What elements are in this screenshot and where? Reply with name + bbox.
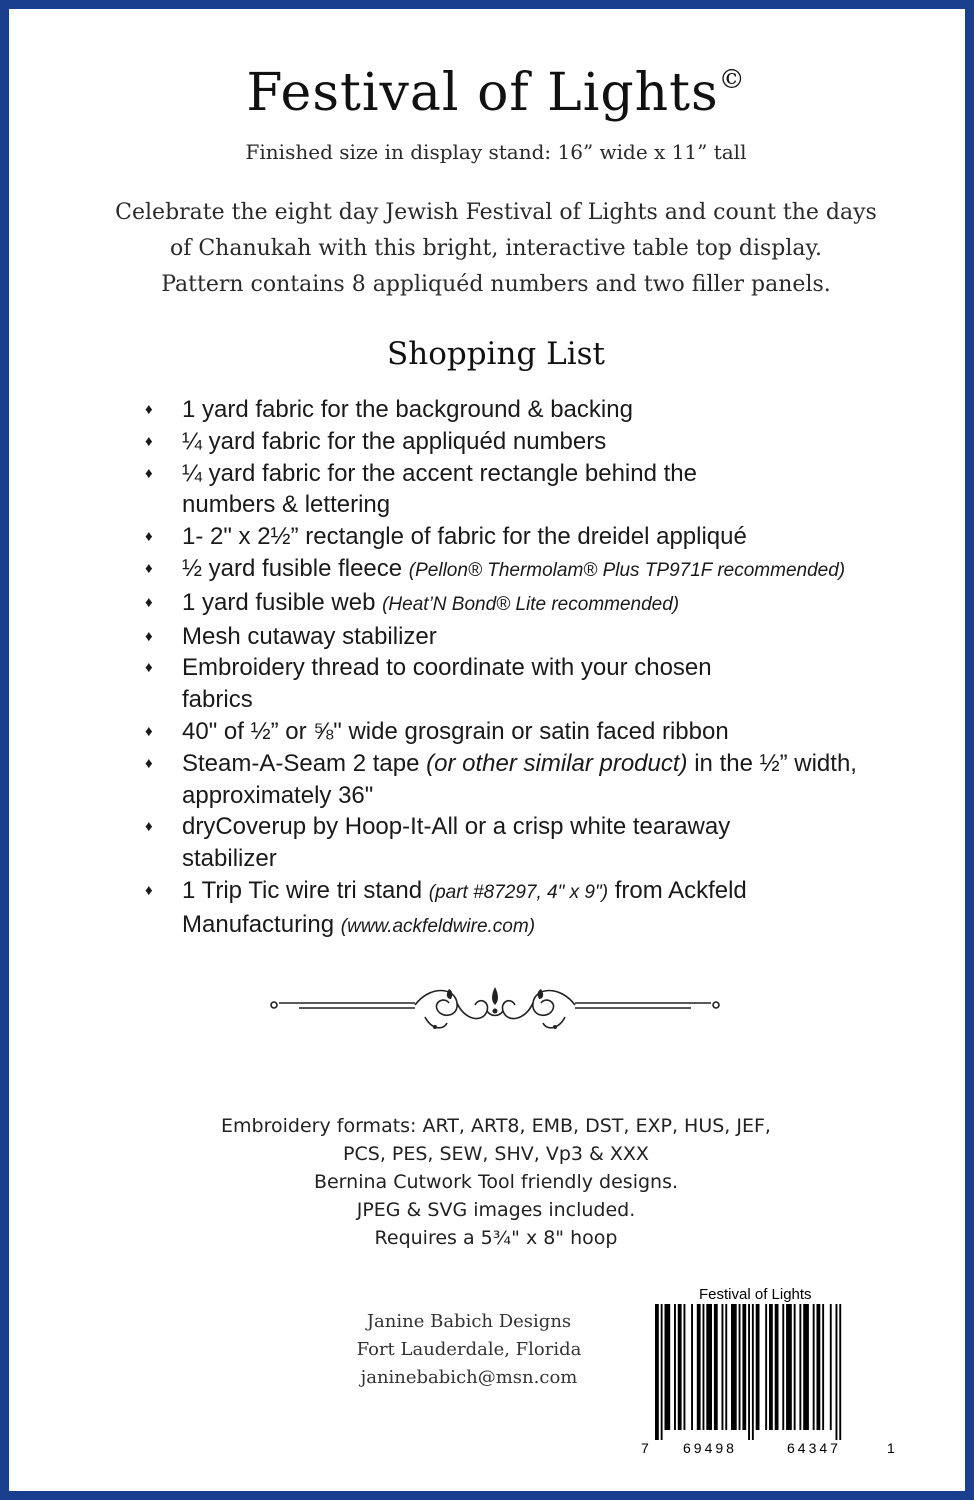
barcode-bar [786,1304,792,1430]
list-item: ♦ Embroidery thread to coordinate with your chosen fabrics [145,654,712,714]
barcode-bars-icon [641,1304,903,1440]
diamond-bullet-icon: ♦ [145,881,153,899]
barcode-bar [822,1304,824,1430]
barcode-bar [697,1304,701,1430]
list-item: ♦ 1 yard fusible web (Heat’N Bond® Lite recommended) [145,587,865,621]
barcode-bar [665,1304,671,1430]
list-item: ♦ Steam-A-Seam 2 tape (or other similar product) in the ½” width, approximately 36" [145,749,857,809]
barcode-bar [722,1304,724,1430]
list-item: ♦ 1 yard fabric for the background & backing [145,394,865,426]
shopping-list-heading: Shopping List [387,336,605,372]
barcode-title: Festival of Lights [699,1286,812,1303]
formats-line: Bernina Cutwork Tool friendly designs. [313,1171,679,1193]
barcode-bar [803,1304,809,1430]
list-item: ♦ ¼ yard fabric for the accent rectangle behind the numbers & lettering [145,459,697,519]
intro-line: Celebrate the eight day Jewish Festival of Lights and count the days [115,200,877,225]
product-note: (part #87297, 4" x 9") [428,881,609,903]
formats-line: PCS, PES, SEW, SHV, Vp3 & XXX [343,1143,649,1165]
copyright-mark: © [718,65,746,95]
barcode-digits-right: 64347 [787,1440,841,1456]
barcode-bar [836,1304,838,1440]
list-item: ♦ 40" of ½” or ⅝" wide grosgrain or satin faced ribbon [145,716,865,748]
website-note: (www.ackfeldwire.com) [340,915,536,937]
designer-location: Fort Lauderdale, Florida [356,1339,582,1360]
list-item: ♦ ½ yard fusible fleece (Pellon® Thermolam® Plus TP971F recommended) [145,553,865,587]
shopping-list [145,394,865,943]
barcode-bar [782,1304,784,1430]
upc-barcode [641,1286,903,1476]
barcode-bar [752,1304,754,1440]
diamond-bullet-icon: ♦ [145,432,153,450]
barcode-digit-first: 7 [641,1440,649,1456]
diamond-bullet-icon: ♦ [145,818,153,836]
diamond-bullet-icon: ♦ [145,559,153,577]
designer-name: Janine Babich Designs [366,1311,572,1332]
intro-paragraph [109,195,883,303]
ornamental-divider-icon [265,977,725,1037]
formats-line: Requires a 5¾" x 8" hoop [374,1227,618,1249]
diamond-bullet-icon: ♦ [145,754,153,772]
formats-line: Embroidery formats: ART, ART8, EMB, DST, EXP, HUS, JEF, [221,1115,771,1137]
diamond-bullet-icon: ♦ [145,593,153,611]
barcode-bar [678,1304,682,1430]
intro-line: of Chanukah with this bright, interactive table top display. [169,236,823,261]
barcode-bar [691,1304,693,1430]
barcode-bar [742,1304,746,1430]
product-note: (Heat’N Bond® Lite recommended) [382,593,680,615]
diamond-bullet-icon: ♦ [145,401,153,418]
barcode-bar [725,1304,727,1430]
diamond-bullet-icon: ♦ [145,464,153,482]
barcode-bar [684,1304,686,1430]
barcode-bar [775,1304,779,1430]
barcode-digits-left: 69498 [683,1440,737,1456]
barcode-bar [706,1304,712,1430]
barcode-bar [714,1304,718,1430]
barcode-bar [839,1304,841,1440]
diamond-bullet-icon: ♦ [145,627,153,645]
barcode-bar [739,1304,741,1430]
barcode-bar [703,1304,705,1430]
diamond-bullet-icon: ♦ [145,528,153,546]
barcode-bar [813,1304,815,1430]
list-item: ♦ dryCoverup by Hoop-It-All or a crisp white tearaway stabilizer [145,813,731,873]
barcode-bar [674,1304,676,1430]
barcode-bar [756,1304,760,1430]
diamond-bullet-icon: ♦ [145,659,153,677]
finished-size-subtitle: Finished size in display stand: 16” wide x 11” tall [245,140,747,164]
embroidery-formats-block [139,1112,853,1252]
product-note: (Pellon® Thermolam® Plus TP971F recommended) [408,559,846,581]
barcode-bar [799,1304,801,1430]
barcode-bar [731,1304,737,1430]
barcode-bar [748,1304,750,1440]
product-note: (or other similar product) [426,749,688,777]
intro-line: Pattern contains 8 appliquéd numbers and two filler panels. [161,272,831,297]
list-item: ♦ ¼ yard fabric for the appliquéd numbers [145,426,865,458]
barcode-bar [661,1304,663,1440]
formats-line: JPEG & SVG images included. [356,1199,636,1221]
list-item: ♦ Mesh cutaway stabilizer [145,621,865,653]
diamond-bullet-icon: ♦ [145,722,153,740]
page-title: Festival of Lights© [246,63,746,123]
designer-email: janinebabich@msn.com [360,1367,578,1388]
barcode-bar [830,1304,832,1430]
barcode-digit-last: 1 [887,1440,895,1456]
list-item: ♦ 1 Trip Tic wire tri stand (part #87297, 4" x 9") from Ackfeld Manufacturing (www.ackfeldwire.com) [145,876,747,938]
designer-address-block [309,1308,629,1392]
list-item: ♦ 1- 2" x 2½” rectangle of fabric for the dreidel appliqué [145,521,865,553]
barcode-bar [817,1304,821,1430]
barcode-bar [765,1304,767,1430]
barcode-bar [794,1304,796,1430]
barcode-bar [655,1304,659,1440]
barcode-bar [769,1304,773,1430]
